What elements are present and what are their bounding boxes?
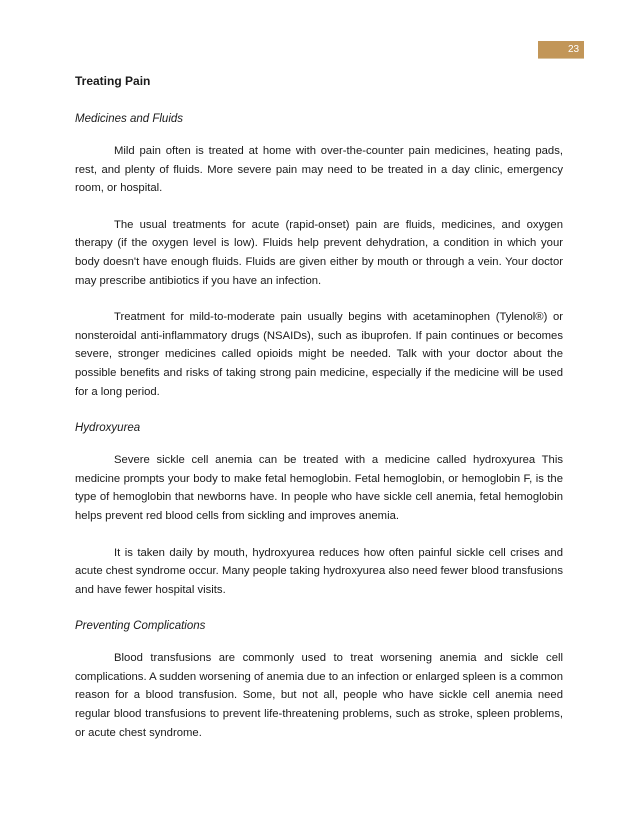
page-heading: Treating Pain bbox=[75, 74, 151, 88]
paragraph: It is taken daily by mouth, hydroxyurea reduces how often painful sickle cell crises and acute chest syndrome occur. Many people taking hydroxyurea also need fewer blood transfusions and have fewer hospital visits. bbox=[75, 546, 563, 596]
section-subheading-hydroxyurea: Hydroxyurea bbox=[75, 422, 141, 435]
paragraph: Treatment for mild-to-moderate pain usually begins with acetaminophen (Tylenol®) or nonsteroidal anti-inflammatory drugs (NSAIDs), such as ibuprofen. If pain continues or becomes severe, stronger medicines called opioids might be needed. Talk with your doctor about the possible benefits and risks of taking strong pain medicine, especially if the medicine will be used for a long period. bbox=[75, 311, 563, 398]
paragraph: The usual treatments for acute (rapid-onset) pain are fluids, medicines, and oxygen therapy (if the oxygen level is low). Fluids help prevent dehydration, a condition in which your body doesn't have enough fluids. Fluids are given either by mouth or through a vein. Your doctor may prescribe antibiotics if you have an infection. bbox=[75, 218, 563, 287]
page-content bbox=[75, 72, 563, 760]
page-number-badge bbox=[538, 41, 584, 58]
page-number-rule bbox=[538, 58, 584, 59]
page-number: 23 bbox=[568, 44, 580, 55]
section-subheading-medicines: Medicines and Fluids bbox=[75, 113, 184, 125]
paragraph: Blood transfusions are commonly used to treat worsening anemia and sickle cell complications. A sudden worsening of anemia due to an infection or enlarged spleen is a common reason for a blood transfusion. Some, but not all, people who have sickle cell anemia need regular blood transfusions to prevent life-threatening problems, such as stroke, spleen problems, or acute chest syndrome. bbox=[75, 652, 563, 739]
paragraph: Mild pain often is treated at home with over-the-counter pain medicines, heating pads, rest, and plenty of fluids. More severe pain may need to be treated in a day clinic, emergency room, or hospital. bbox=[75, 145, 563, 195]
paragraph: Severe sickle cell anemia can be treated with a medicine called hydroxyurea This medicine prompts your body to make fetal hemoglobin. Fetal hemoglobin, or hemoglobin F, is the type of hemoglobin that newborns have. In people who have sickle cell anemia, fetal hemoglobin helps prevent red blood cells from sickling and improves anemia. bbox=[75, 454, 563, 522]
section-subheading-complications: Preventing Complications bbox=[75, 620, 206, 633]
